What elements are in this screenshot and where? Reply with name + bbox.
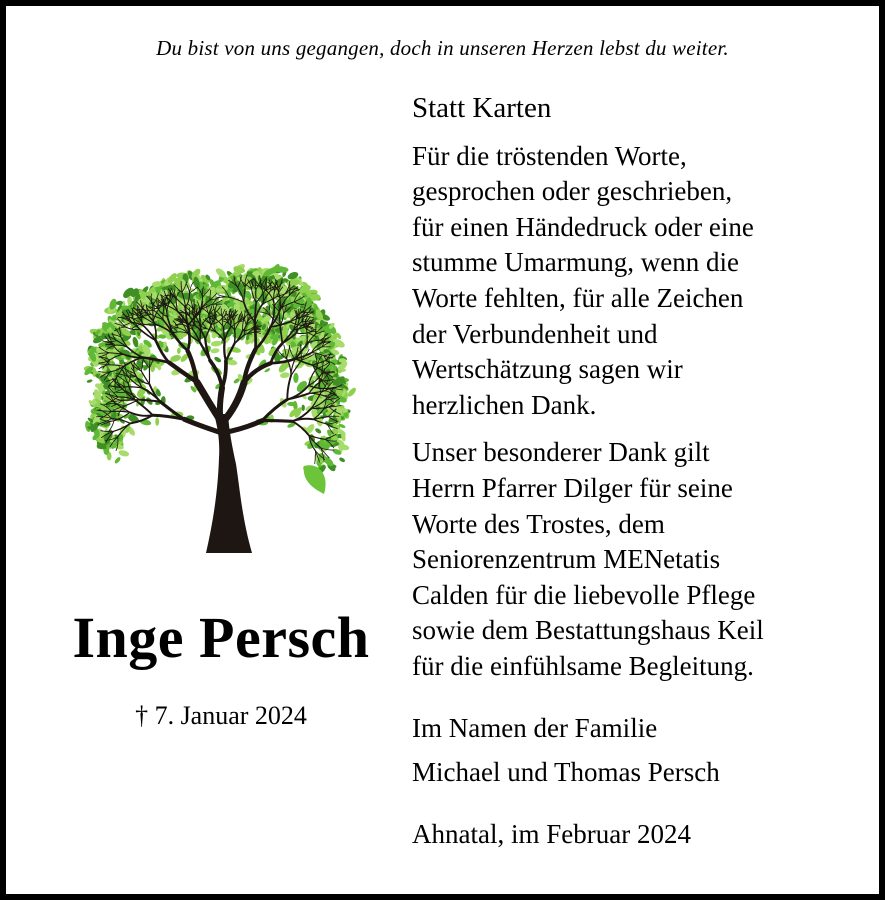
text-line: Worte fehlten, für alle Zeichen <box>412 282 744 313</box>
signature-line: Im Namen der Familie <box>412 712 658 743</box>
place-date: Ahnatal, im Februar 2024 <box>412 818 691 849</box>
tree-illustration <box>56 218 386 558</box>
text-line: gesprochen oder geschrieben, <box>412 176 733 207</box>
text-line: stumme Umarmung, wenn die <box>412 247 739 278</box>
text-line: Unser besonderer Dank gilt <box>412 437 710 468</box>
signature-line: Michael und Thomas Persch <box>412 757 720 788</box>
text-line: Wertschätzung sagen wir <box>412 354 683 385</box>
text-line: Calden für die liebevolle Pflege <box>412 579 756 610</box>
paragraph-thanks <box>412 139 872 424</box>
text-line: der Verbundenheit und <box>412 318 658 349</box>
deceased-name: Inge Persch <box>72 605 370 670</box>
motto: Du bist von uns gegangen, doch in unseren Herzen lebst du weiter. <box>156 36 729 60</box>
text-line: Seniorenzentrum MENetatis <box>412 544 721 575</box>
text-line: herzlichen Dank. <box>412 389 597 420</box>
paragraph-special-thanks <box>412 435 872 684</box>
text-line: für einen Händedruck oder eine <box>412 211 754 242</box>
text-line: Worte des Trostes, dem <box>412 508 665 539</box>
text-line: sowie dem Bestattungshaus Keil <box>412 615 764 646</box>
text-line: Herrn Pfarrer Dilger für seine <box>412 472 733 503</box>
heading: Statt Karten <box>412 92 552 124</box>
text-line: Für die tröstenden Worte, <box>412 140 687 171</box>
text-column <box>412 91 872 852</box>
text-line: für die einfühlsame Begleitung. <box>412 650 754 681</box>
death-date: † 7. Januar 2024 <box>135 701 307 730</box>
signature <box>412 711 872 791</box>
